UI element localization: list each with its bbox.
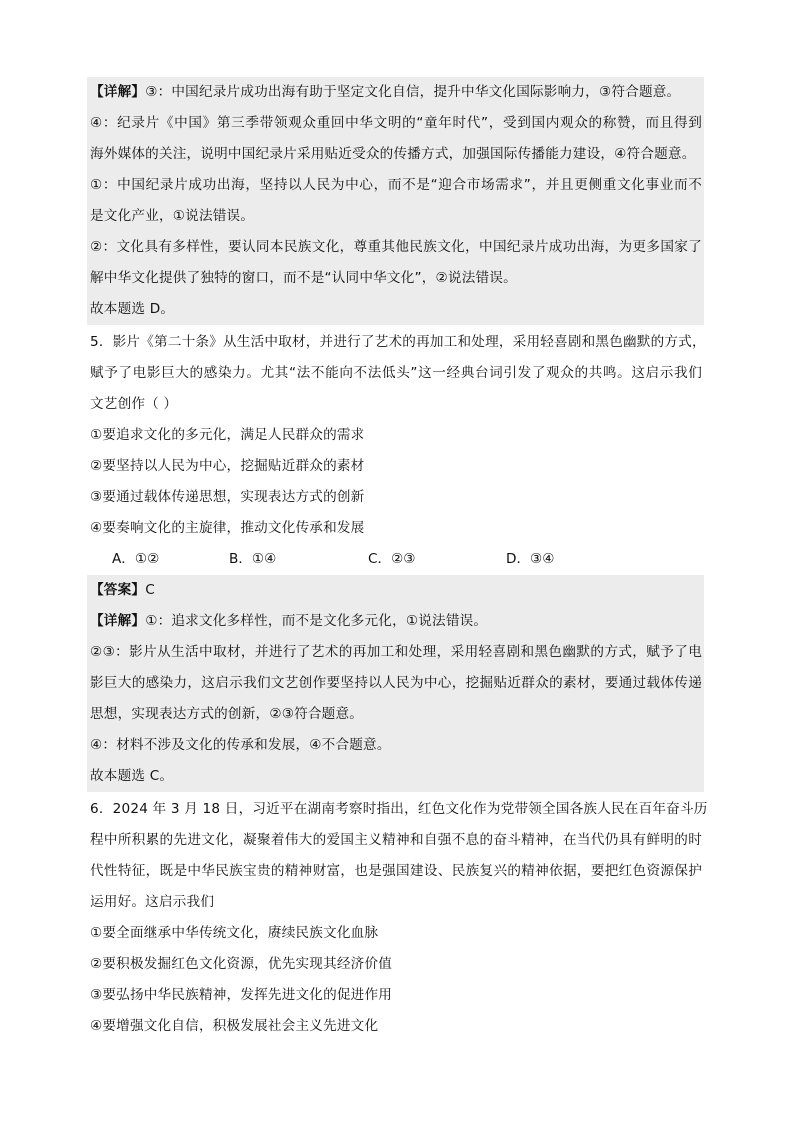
detail-line: ④：纪录片《中国》第三季带领观众重回中华文明的“童年时代”，受到国内观众的称赞，而且得到 — [90, 115, 702, 131]
answer-value: C — [145, 582, 155, 598]
statement-item: ②要积极发掘红色文化资源，优先实现其经济价值 — [90, 956, 393, 972]
statement-item: ①要追求文化的多元化，满足人民群众的需求 — [90, 427, 365, 443]
answer-options — [112, 549, 572, 569]
detail-line: 是文化产业，①说法错误。 — [90, 208, 255, 224]
question-stem: 运用好。这启示我们 — [90, 894, 215, 910]
option-a[interactable]: A．①② — [112, 551, 160, 567]
statement-item: ②要坚持以人民为中心，挖掘贴近群众的素材 — [90, 458, 365, 474]
statement-item: ③要弘扬中华民族精神，发挥先进文化的促进作用 — [90, 987, 393, 1003]
option-c[interactable]: C．②③ — [368, 551, 416, 567]
statement-item: ①要全面继承中华传统文化，赓续民族文化血脉 — [90, 925, 379, 941]
detail-line: ①：中国纪录片成功出海，坚持以人民为中心，而不是“迎合市场需求”，并且更侧重文化事业而不 — [90, 177, 702, 193]
question-stem: 赋予了电影巨大的感染力。尤其“法不能向不法低头”这一经典台词引发了观众的共鸣。这启示我们 — [90, 365, 702, 381]
question-stem: 代性特征，既是中华民族宝贵的精神财富，也是强国建设、民族复兴的精神依据，要把红色资源保护 — [90, 863, 702, 879]
conclusion-line: 故本题选 C。 — [90, 768, 174, 784]
question-stem: 文艺创作（ ） — [90, 396, 178, 412]
detail-label: 【详解】 — [90, 613, 146, 629]
answer-label: 【答案】 — [90, 582, 146, 598]
detail-line: 影巨大的感染力，这启示我们文艺创作要坚持以人民为中心，挖掘贴近群众的素材，要通过载体传递 — [90, 675, 702, 691]
detail-line: ④：材料不涉及文化的传承和发展，④不合题意。 — [90, 737, 391, 753]
detail-line: 海外媒体的关注，说明中国纪录片采用贴近受众的传播方式，加强国际传播能力建设，④符合题意。 — [90, 146, 696, 162]
detail-line: ②③：影片从生活中取材，并进行了艺术的再加工和处理，采用轻喜剧和黑色幽默的方式，赋予了电 — [90, 644, 702, 660]
statement-item: ④要奏响文化的主旋律，推动文化传承和发展 — [90, 520, 365, 536]
option-b[interactable]: B．①④ — [229, 551, 277, 567]
question-stem: 6．2024 年 3 月 18 日，习近平在湖南考察时指出，红色文化作为党带领全国各族人民在百年奋斗历 — [90, 801, 708, 817]
question-stem: 程中所积累的先进文化，凝聚着伟大的爱国主义精神和自强不息的奋斗精神，在当代仍具有鲜明的时 — [90, 832, 702, 848]
answer-line — [90, 580, 702, 600]
question-stem: 5．影片《第二十条》从生活中取材，并进行了艺术的再加工和处理，采用轻喜剧和黑色幽默的方式， — [90, 334, 706, 350]
detail-line: ②：文化具有多样性，要认同本民族文化，尊重其他民族文化，中国纪录片成功出海，为更多国家了 — [90, 239, 702, 255]
detail-label: 【详解】 — [90, 84, 146, 100]
detail-line: 【详解】③：中国纪录片成功出海有助于坚定文化自信，提升中华文化国际影响力，③符合题意。 — [90, 84, 681, 100]
option-d[interactable]: D．③④ — [506, 551, 555, 567]
statement-item: ③要通过载体传递思想，实现表达方式的创新 — [90, 489, 365, 505]
statement-item: ④要增强文化自信，积极发展社会主义先进文化 — [90, 1018, 379, 1034]
detail-line: 解中华文化提供了独特的窗口，而不是“认同中华文化”，②说法错误。 — [90, 270, 517, 286]
detail-line: 【详解】①：追求文化多样性，而不是文化多元化，①说法错误。 — [90, 613, 488, 629]
conclusion-line: 故本题选 D。 — [90, 301, 175, 317]
detail-line: 思想，实现表达方式的创新，②③符合题意。 — [90, 706, 364, 722]
